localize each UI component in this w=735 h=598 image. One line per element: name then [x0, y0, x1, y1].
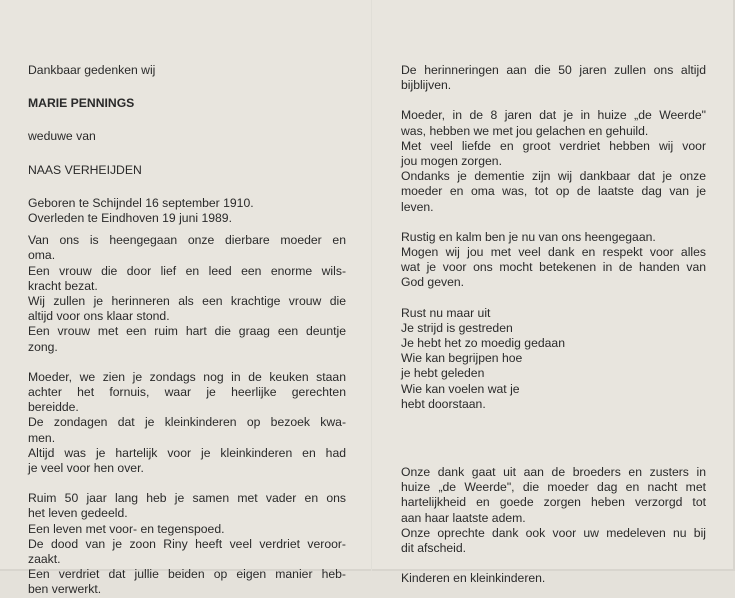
text-line: moeder en oma was, tot op de laatste dag van je: [401, 184, 706, 199]
text-line: De zondagen dat je kleinkinderen op bezoek kwa-: [28, 415, 346, 430]
text-line: Een vrouw die door lief en leed een enorme wils-: [28, 263, 346, 278]
text-line: hartelijkheid en goede zorgen heben verzorgd tot: [401, 495, 706, 510]
text-line: Moeder, we zien je zondags nog in de keuken staan: [28, 369, 346, 384]
paragraph-7: [401, 465, 706, 556]
text-line: zaakt.: [28, 552, 61, 567]
text-line: altijd voor ons klaar stond.: [28, 309, 170, 324]
text-line: De herinneringen aan die 50 jaren zullen ons altijd: [401, 63, 706, 77]
widow-of-text: weduwe van: [28, 129, 96, 144]
text-line: Altijd was je hartelijk voor je kleinkinderen en had: [28, 445, 346, 460]
death-line: Overleden te Eindhoven 19 juni 1989.: [28, 211, 232, 226]
text-line: Van ons is heengegaan onze dierbare moeder en: [28, 233, 346, 248]
text-line: Ondanks je dementie zijn wij dankbaar dat je onze: [401, 169, 706, 184]
text-line: het leven gedeeld.: [28, 506, 128, 521]
text-line: Een vrouw met een ruim hart die graag een deuntje: [28, 324, 346, 339]
poem: [401, 306, 706, 412]
paragraph-5: [401, 108, 706, 214]
poem-line: hebt doorstaan.: [401, 396, 486, 411]
birth-line: Geboren te Schijndel 16 september 1910.: [28, 195, 254, 210]
text-line: bereidde.: [28, 400, 79, 415]
text-line: Onze oprechte dank ook voor uw medeleven nu bij: [401, 525, 706, 540]
text-line: men.: [28, 430, 56, 445]
text-line: Een leven met voor- en tegenspoed.: [28, 521, 225, 536]
text-line: jou mogen zorgen.: [401, 154, 502, 169]
text-line: bijblijven.: [401, 78, 452, 93]
paragraph-2: [28, 370, 346, 476]
text-line: was, hebben we met jou gelachen en gehuild.: [401, 123, 649, 138]
poem-line: je hebt geleden: [401, 366, 485, 381]
paragraph-1: [28, 233, 346, 355]
text-line: oma.: [28, 248, 56, 263]
text-line: leven.: [401, 199, 434, 214]
poem-line: Rust nu maar uit: [401, 305, 491, 320]
text-line: Moeder, in de 8 jaren dat je in huize „de Weerde": [401, 108, 706, 123]
closing-signature: Kinderen en kleinkinderen.: [401, 571, 546, 586]
paragraph-6: [401, 230, 706, 291]
text-line: Mogen wij jou met veel dank en respekt voor alles: [401, 245, 706, 260]
text-line: dit afscheid.: [401, 541, 467, 556]
text-line: Rustig en kalm ben je nu van ons heengegaan.: [401, 229, 656, 244]
text-line: Een verdriet dat jullie beiden op eigen manier heb-: [28, 567, 346, 582]
text-line: achter het fornuis, waar je heerlijke gerechten: [28, 385, 346, 400]
text-line: Ruim 50 jaar lang heb je samen met vader en ons: [28, 491, 346, 506]
text-line: kracht bezat.: [28, 278, 98, 293]
poem-line: Wie kan begrijpen hoe: [401, 351, 523, 366]
deceased-name: MARIE PENNINGS: [28, 96, 135, 111]
text-line: zong.: [28, 339, 58, 354]
text-line: wat je voor ons mocht betekenen in de handen van: [401, 260, 706, 275]
text-line: Wij zullen je herinneren als een krachtige vrouw die: [28, 294, 346, 309]
text-line: ben verwerkt.: [28, 582, 102, 597]
left-column: [28, 63, 346, 598]
poem-line: Je strijd is gestreden: [401, 320, 513, 335]
text-line: huize „de Weerde", die moeder dag en nacht met: [401, 480, 706, 495]
text-line: Met veel liefde en groot verdriet hebben wij voor: [401, 138, 706, 153]
card-fold: [371, 0, 372, 571]
husband-name: NAAS VERHEIJDEN: [28, 162, 142, 177]
paragraph-4: [401, 63, 706, 93]
paragraph-3: [28, 491, 346, 597]
text-line: De dood van je zoon Riny heeft veel verdriet veroor-: [28, 536, 346, 551]
intro-text: Dankbaar gedenken wij: [28, 63, 156, 77]
text-line: aan haar laatste adem.: [401, 510, 526, 525]
poem-line: Je hebt het zo moedig gedaan: [401, 336, 565, 351]
text-line: Onze dank gaat uit aan de broeders en zusters in: [401, 465, 706, 480]
poem-line: Wie kan voelen wat je: [401, 381, 520, 396]
text-line: God geven.: [401, 275, 465, 290]
text-line: je veel voor hen over.: [28, 461, 144, 476]
right-column: [401, 63, 706, 586]
